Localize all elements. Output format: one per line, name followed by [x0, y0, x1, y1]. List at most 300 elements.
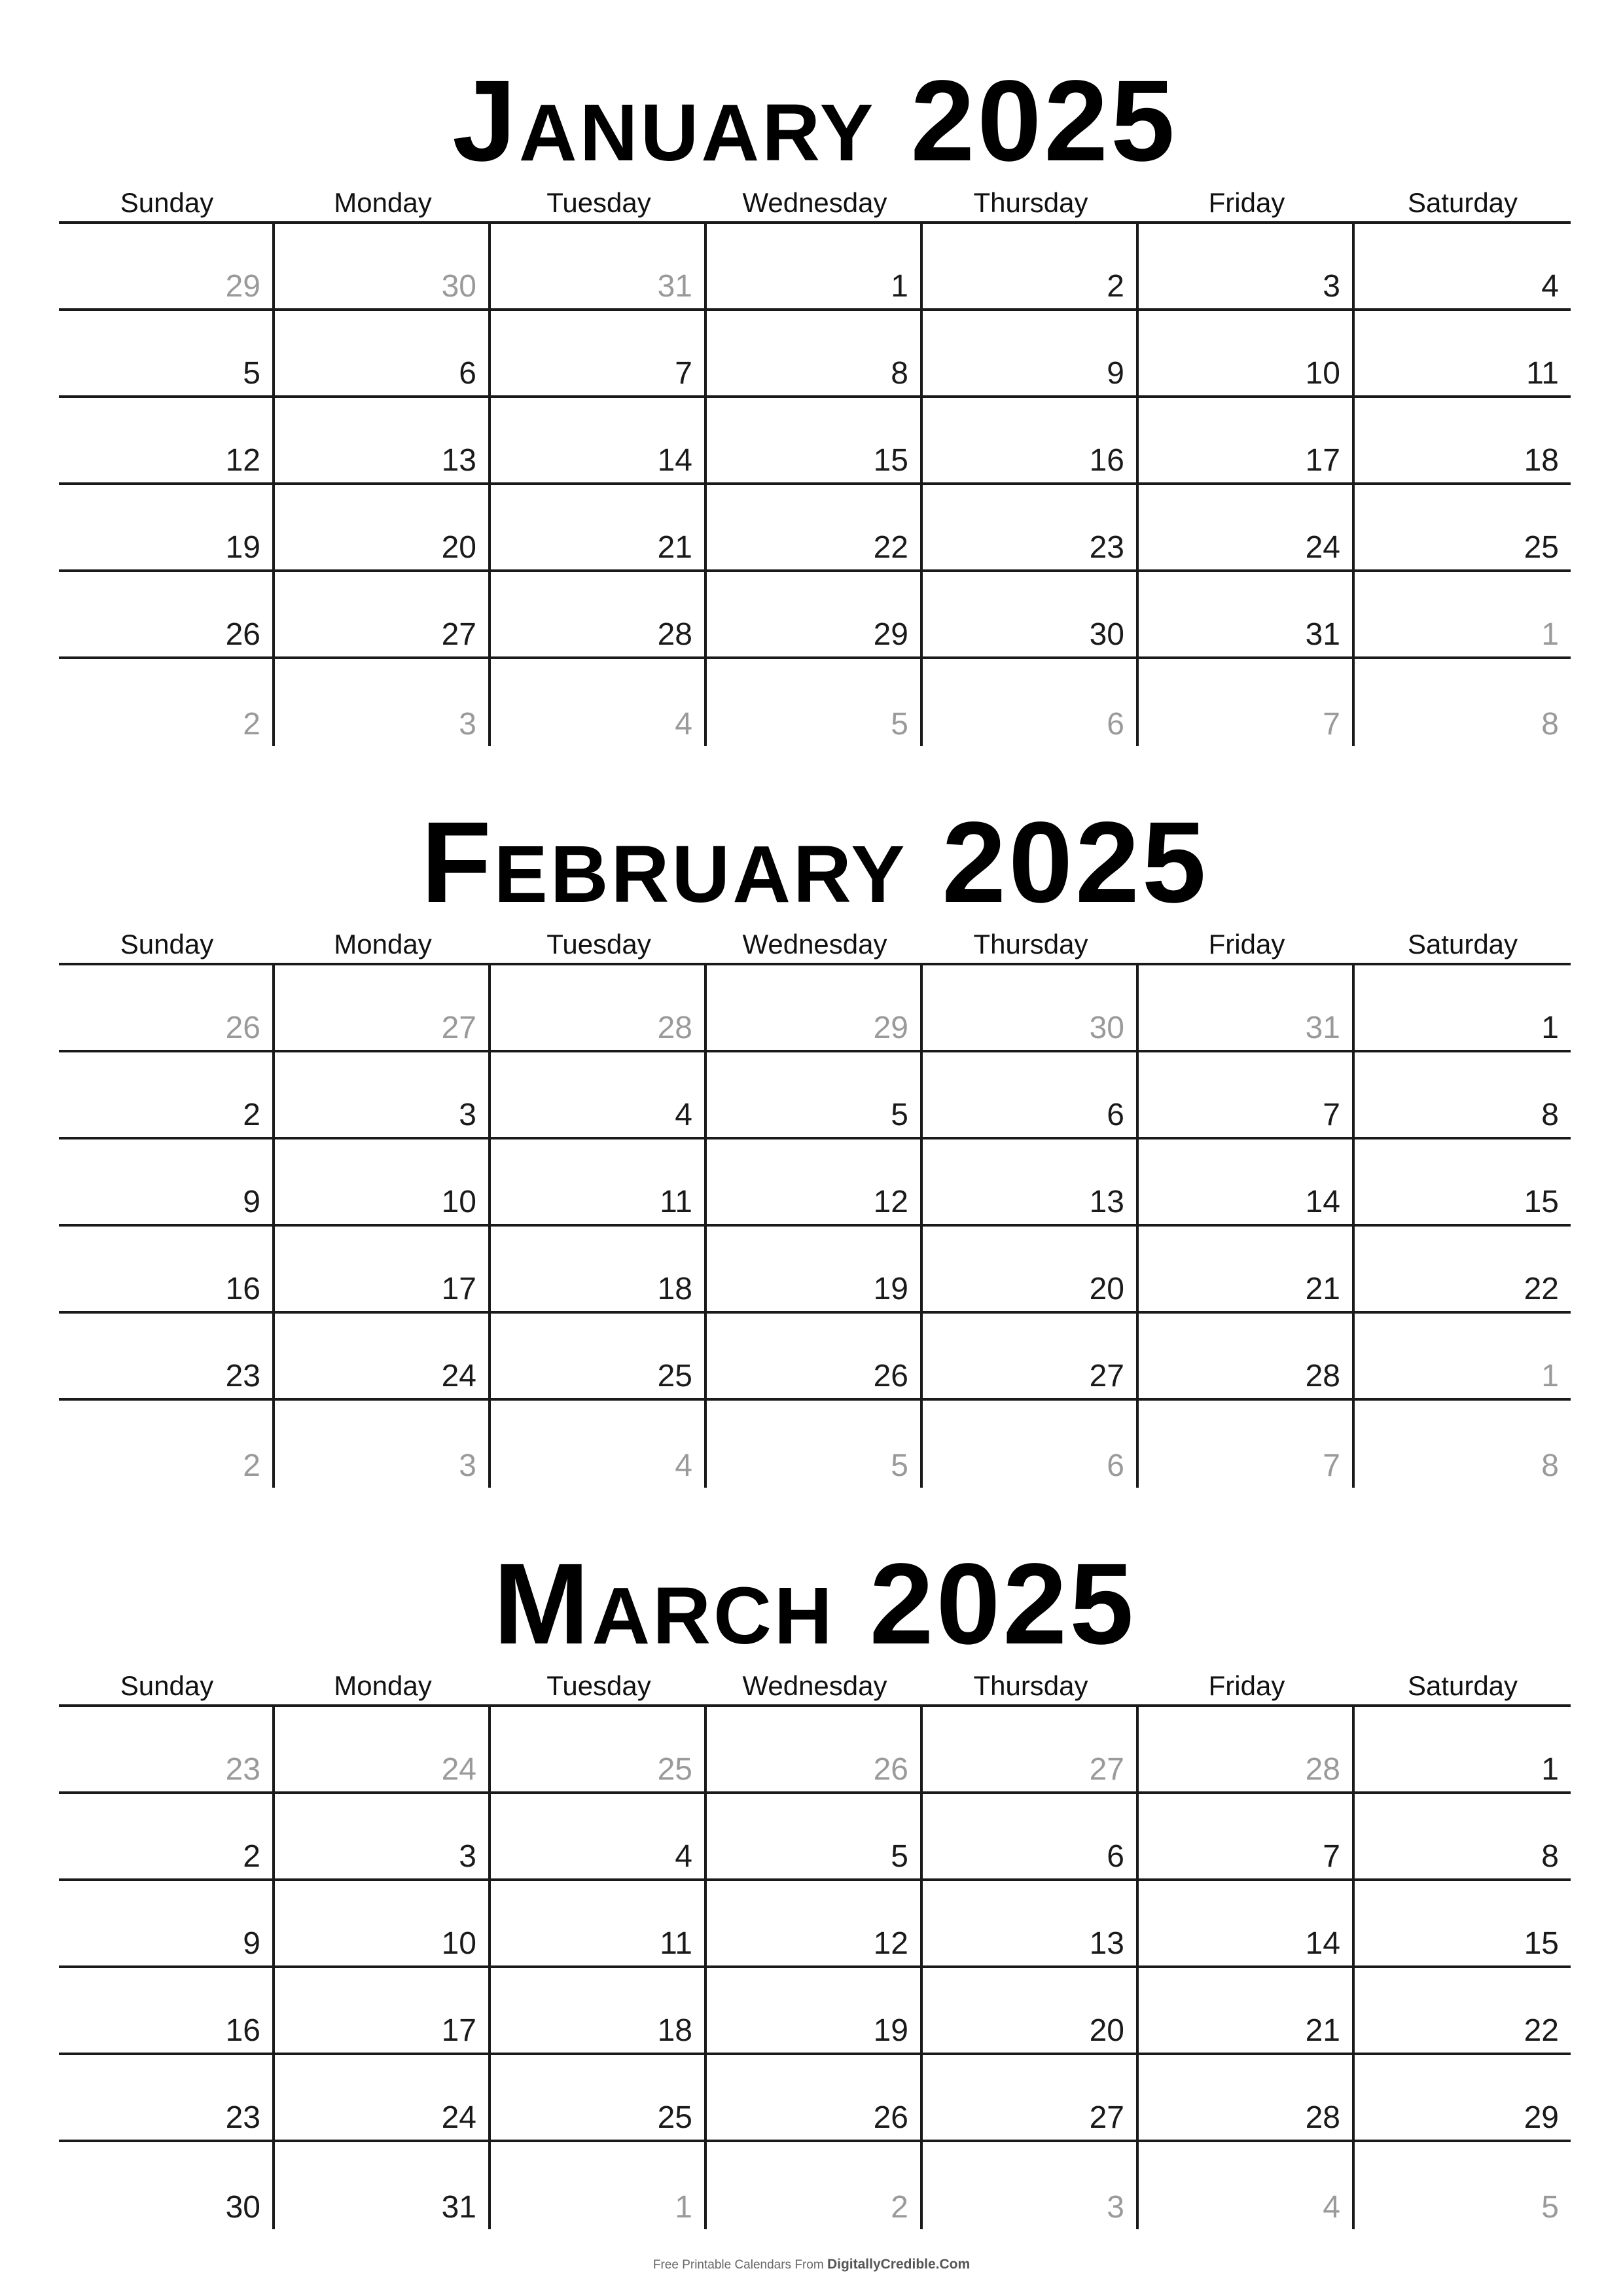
day-cell-adjacent-month	[491, 965, 707, 1050]
month-title: March 2025	[493, 1540, 1137, 1668]
day-cell-adjacent-month	[275, 659, 491, 746]
day-number: 27	[1089, 2100, 1124, 2135]
day-number: 29	[873, 617, 908, 652]
day-number: 17	[441, 1272, 476, 1306]
day-number: 20	[1089, 2013, 1124, 2048]
day-number: 3	[1323, 269, 1340, 304]
week-row	[59, 1227, 1571, 1314]
day-cell	[1139, 1314, 1355, 1398]
day-cell-adjacent-month	[491, 1707, 707, 1791]
day-cell	[923, 1139, 1139, 1224]
day-cell-adjacent-month	[275, 224, 491, 308]
day-number: 2	[243, 1448, 260, 1483]
day-cell	[1139, 311, 1355, 395]
month-february	[59, 798, 1571, 1488]
week-row	[59, 2055, 1571, 2142]
week-row	[59, 572, 1571, 659]
day-cell	[275, 1227, 491, 1311]
day-cell	[59, 1139, 275, 1224]
day-cell	[275, 1794, 491, 1878]
day-cell-adjacent-month	[1355, 659, 1571, 746]
weekday-header	[59, 924, 1571, 963]
day-number: 22	[1524, 2013, 1559, 2048]
day-cell-adjacent-month	[59, 965, 275, 1050]
day-number: 28	[1305, 1752, 1340, 1787]
day-cell	[1139, 1968, 1355, 2053]
day-cell	[923, 1314, 1139, 1398]
day-number: 31	[657, 269, 692, 304]
weekday-label: Thursday	[973, 187, 1088, 218]
day-number: 17	[1305, 443, 1340, 478]
day-cell	[1139, 572, 1355, 656]
day-cell-adjacent-month	[923, 965, 1139, 1050]
day-number: 19	[225, 530, 260, 565]
day-cell-adjacent-month	[707, 659, 923, 746]
day-cell	[923, 224, 1139, 308]
day-cell	[59, 1881, 275, 1965]
day-number: 30	[1089, 1011, 1124, 1045]
day-number: 8	[1541, 707, 1559, 742]
weekday-label: Monday	[334, 187, 432, 218]
day-number: 31	[1305, 617, 1340, 652]
day-number: 29	[873, 1011, 908, 1045]
day-cell	[59, 1227, 275, 1311]
day-number: 6	[459, 356, 476, 391]
day-number: 22	[873, 530, 908, 565]
day-number: 19	[873, 2013, 908, 2048]
day-cell	[1355, 1707, 1571, 1791]
day-cell	[707, 1968, 923, 2053]
day-number: 18	[657, 2013, 692, 2048]
day-number: 8	[1541, 1098, 1559, 1132]
day-number: 30	[441, 269, 476, 304]
week-row	[59, 1707, 1571, 1794]
week-row	[59, 659, 1571, 746]
day-number: 11	[660, 1185, 692, 1219]
day-cell	[275, 1139, 491, 1224]
day-number: 1	[675, 2190, 692, 2225]
week-row	[59, 1968, 1571, 2055]
day-cell	[491, 311, 707, 395]
day-number: 22	[1524, 1272, 1559, 1306]
day-number: 4	[675, 1098, 692, 1132]
weekday-label: Sunday	[120, 929, 214, 960]
day-cell	[275, 1052, 491, 1137]
day-number: 25	[1524, 530, 1559, 565]
weekday-header	[59, 182, 1571, 221]
day-number: 10	[441, 1185, 476, 1219]
day-cell	[923, 1881, 1139, 1965]
day-cell-adjacent-month	[1355, 1401, 1571, 1488]
day-cell	[59, 572, 275, 656]
day-number: 4	[675, 1448, 692, 1483]
day-number: 8	[891, 356, 908, 391]
day-number: 13	[1089, 1926, 1124, 1961]
day-cell	[923, 311, 1139, 395]
day-cell	[923, 1227, 1139, 1311]
day-number: 1	[1541, 1752, 1559, 1787]
day-cell	[59, 311, 275, 395]
day-cell	[707, 1227, 923, 1311]
day-number: 7	[1323, 1839, 1340, 1874]
day-cell	[491, 572, 707, 656]
day-cell	[923, 398, 1139, 482]
day-cell	[59, 485, 275, 569]
day-number: 26	[225, 1011, 260, 1045]
day-cell-adjacent-month	[491, 224, 707, 308]
day-cell	[1355, 2055, 1571, 2140]
day-cell-adjacent-month	[1139, 1401, 1355, 1488]
day-cell	[275, 1968, 491, 2053]
day-number: 16	[225, 2013, 260, 2048]
week-row	[59, 1139, 1571, 1227]
day-number: 1	[1541, 1011, 1559, 1045]
day-cell	[275, 311, 491, 395]
day-cell	[1139, 485, 1355, 569]
day-cell	[1355, 1227, 1571, 1311]
day-cell-adjacent-month	[923, 2142, 1139, 2229]
day-cell-adjacent-month	[59, 659, 275, 746]
day-cell	[923, 1968, 1139, 2053]
weekday-label: Tuesday	[546, 1670, 651, 1701]
day-cell	[1139, 1227, 1355, 1311]
day-number: 10	[441, 1926, 476, 1961]
day-number: 6	[1107, 1839, 1124, 1874]
weekday-label: Wednesday	[742, 187, 887, 218]
day-number: 17	[441, 2013, 476, 2048]
week-row	[59, 1401, 1571, 1488]
day-cell-adjacent-month	[491, 1401, 707, 1488]
day-number: 5	[891, 1448, 908, 1483]
day-number: 5	[891, 1839, 908, 1874]
day-cell	[1139, 398, 1355, 482]
weekday-label: Wednesday	[742, 1670, 887, 1701]
day-number: 23	[225, 1359, 260, 1393]
day-number: 6	[1107, 707, 1124, 742]
week-row	[59, 965, 1571, 1052]
day-number: 18	[1524, 443, 1559, 478]
day-number: 18	[657, 1272, 692, 1306]
day-cell	[1139, 2055, 1355, 2140]
day-cell	[1355, 1968, 1571, 2053]
week-row	[59, 1881, 1571, 1968]
day-number: 3	[459, 1839, 476, 1874]
day-cell-adjacent-month	[707, 1707, 923, 1791]
week-row	[59, 224, 1571, 311]
day-number: 1	[1541, 617, 1559, 652]
day-number: 21	[657, 530, 692, 565]
day-number: 14	[1305, 1185, 1340, 1219]
day-cell	[275, 398, 491, 482]
day-number: 24	[441, 1752, 476, 1787]
day-number: 10	[1305, 356, 1340, 391]
day-number: 31	[1305, 1011, 1340, 1045]
weekday-label: Thursday	[973, 929, 1088, 960]
day-cell	[923, 485, 1139, 569]
day-cell	[1139, 224, 1355, 308]
weekday-label: Tuesday	[546, 187, 651, 218]
day-cell	[59, 1314, 275, 1398]
day-cell	[923, 1052, 1139, 1137]
day-number: 9	[1107, 356, 1124, 391]
weekday-label: Monday	[334, 1670, 432, 1701]
day-number: 27	[441, 1011, 476, 1045]
day-cell	[491, 1139, 707, 1224]
day-number: 1	[1541, 1359, 1559, 1393]
day-number: 4	[675, 1839, 692, 1874]
day-number: 19	[873, 1272, 908, 1306]
day-cell	[707, 224, 923, 308]
day-number: 15	[873, 443, 908, 478]
day-cell-adjacent-month	[59, 1707, 275, 1791]
day-cell	[491, 1314, 707, 1398]
day-cell-adjacent-month	[923, 1707, 1139, 1791]
day-number: 14	[657, 443, 692, 478]
weekday-label: Thursday	[973, 1670, 1088, 1701]
week-row	[59, 398, 1571, 485]
day-cell	[59, 1052, 275, 1137]
day-number: 25	[657, 1359, 692, 1393]
day-number: 8	[1541, 1839, 1559, 1874]
weekday-label: Saturday	[1407, 187, 1518, 218]
day-number: 11	[660, 1926, 692, 1961]
day-cell	[707, 485, 923, 569]
weekday-label: Monday	[334, 929, 432, 960]
day-cell	[707, 1794, 923, 1878]
day-number: 16	[1089, 443, 1124, 478]
day-cell-adjacent-month	[1139, 1707, 1355, 1791]
day-number: 3	[459, 707, 476, 742]
day-number: 4	[675, 707, 692, 742]
day-cell	[707, 1314, 923, 1398]
day-number: 26	[873, 2100, 908, 2135]
day-number: 30	[1089, 617, 1124, 652]
day-cell	[491, 1794, 707, 1878]
day-number: 21	[1305, 1272, 1340, 1306]
day-number: 27	[1089, 1359, 1124, 1393]
day-cell	[923, 1794, 1139, 1878]
day-cell-adjacent-month	[923, 659, 1139, 746]
day-number: 7	[675, 356, 692, 391]
week-row	[59, 1794, 1571, 1881]
day-cell-adjacent-month	[59, 1401, 275, 1488]
day-cell	[1355, 311, 1571, 395]
day-number: 15	[1524, 1926, 1559, 1961]
weekday-label: Sunday	[120, 187, 214, 218]
day-number: 15	[1524, 1185, 1559, 1219]
day-cell-adjacent-month	[707, 2142, 923, 2229]
day-cell	[1355, 1794, 1571, 1878]
day-number: 12	[225, 443, 260, 478]
week-row	[59, 1314, 1571, 1401]
day-number: 11	[1526, 356, 1559, 391]
day-cell-adjacent-month	[1139, 2142, 1355, 2229]
day-number: 2	[1107, 269, 1124, 304]
day-cell	[491, 485, 707, 569]
day-number: 4	[1541, 269, 1559, 304]
day-number: 5	[243, 356, 260, 391]
day-number: 14	[1305, 1926, 1340, 1961]
day-cell	[707, 311, 923, 395]
day-number: 21	[1305, 2013, 1340, 2048]
footer-prefix: Free Printable Calendars From	[652, 2258, 827, 2272]
day-number: 2	[243, 1839, 260, 1874]
calendar-grid	[59, 221, 1571, 746]
day-cell	[491, 398, 707, 482]
day-number: 13	[441, 443, 476, 478]
day-cell	[1355, 398, 1571, 482]
day-cell	[275, 1314, 491, 1398]
weekday-label: Friday	[1208, 929, 1285, 960]
day-cell	[275, 485, 491, 569]
day-number: 5	[891, 707, 908, 742]
day-number: 13	[1089, 1185, 1124, 1219]
day-number: 9	[243, 1185, 260, 1219]
day-number: 24	[1305, 530, 1340, 565]
day-number: 20	[441, 530, 476, 565]
week-row	[59, 1052, 1571, 1139]
week-row	[59, 311, 1571, 398]
weekday-label: Sunday	[120, 1670, 214, 1701]
day-number: 1	[891, 269, 908, 304]
day-cell	[707, 1881, 923, 1965]
footer-brand: DigitallyCredible.Com	[827, 2257, 971, 2272]
weekday-label: Wednesday	[742, 929, 887, 960]
day-number: 24	[441, 1359, 476, 1393]
day-number: 2	[243, 1098, 260, 1132]
month-title: February 2025	[421, 798, 1209, 927]
day-cell	[1139, 1881, 1355, 1965]
day-number: 3	[459, 1098, 476, 1132]
day-cell	[707, 572, 923, 656]
day-number: 23	[1089, 530, 1124, 565]
day-number: 6	[1107, 1098, 1124, 1132]
day-cell-adjacent-month	[707, 965, 923, 1050]
day-number: 16	[225, 1272, 260, 1306]
day-cell	[1355, 224, 1571, 308]
day-number: 29	[1524, 2100, 1559, 2135]
weekday-label: Friday	[1208, 187, 1285, 218]
day-cell-adjacent-month	[1355, 1314, 1571, 1398]
day-cell-adjacent-month	[923, 1401, 1139, 1488]
day-cell-adjacent-month	[275, 965, 491, 1050]
day-number: 28	[657, 617, 692, 652]
month-january	[59, 57, 1571, 746]
day-cell	[275, 1881, 491, 1965]
week-row	[59, 2142, 1571, 2229]
day-cell-adjacent-month	[59, 224, 275, 308]
weekday-label: Tuesday	[546, 929, 651, 960]
day-cell	[1355, 965, 1571, 1050]
day-number: 23	[225, 1752, 260, 1787]
day-cell	[59, 2142, 275, 2229]
day-number: 7	[1323, 1098, 1340, 1132]
day-number: 12	[873, 1926, 908, 1961]
day-cell	[1139, 1794, 1355, 1878]
day-number: 23	[225, 2100, 260, 2135]
day-cell-adjacent-month	[275, 1707, 491, 1791]
day-number: 31	[441, 2190, 476, 2225]
day-cell	[1355, 1052, 1571, 1137]
day-number: 25	[657, 2100, 692, 2135]
week-row	[59, 485, 1571, 572]
day-cell	[707, 1139, 923, 1224]
day-number: 7	[1323, 707, 1340, 742]
day-cell	[1139, 1052, 1355, 1137]
weekday-header	[59, 1665, 1571, 1704]
day-number: 3	[1107, 2190, 1124, 2225]
day-number: 28	[1305, 1359, 1340, 1393]
day-number: 3	[459, 1448, 476, 1483]
day-number: 26	[873, 1359, 908, 1393]
weekday-label: Saturday	[1407, 1670, 1518, 1701]
day-cell	[59, 2055, 275, 2140]
day-number: 29	[225, 269, 260, 304]
calendar-grid	[59, 963, 1571, 1488]
day-cell-adjacent-month	[1355, 572, 1571, 656]
day-cell	[707, 398, 923, 482]
day-cell	[275, 572, 491, 656]
day-number: 28	[1305, 2100, 1340, 2135]
day-cell	[1355, 485, 1571, 569]
day-number: 20	[1089, 1272, 1124, 1306]
day-cell	[275, 2055, 491, 2140]
day-cell-adjacent-month	[1139, 659, 1355, 746]
day-cell	[491, 1227, 707, 1311]
day-cell	[491, 1968, 707, 2053]
day-cell	[1355, 1881, 1571, 1965]
day-number: 2	[243, 707, 260, 742]
day-number: 2	[891, 2190, 908, 2225]
day-cell	[59, 398, 275, 482]
day-cell	[923, 2055, 1139, 2140]
day-cell-adjacent-month	[275, 1401, 491, 1488]
day-cell	[275, 2142, 491, 2229]
day-number: 5	[891, 1098, 908, 1132]
day-cell	[1139, 1139, 1355, 1224]
day-number: 26	[873, 1752, 908, 1787]
day-cell	[491, 1052, 707, 1137]
day-cell	[59, 1968, 275, 2053]
calendar-grid	[59, 1704, 1571, 2229]
day-cell-adjacent-month	[1355, 2142, 1571, 2229]
day-cell-adjacent-month	[491, 659, 707, 746]
footer-credit	[0, 2257, 1623, 2272]
day-number: 4	[1323, 2190, 1340, 2225]
weekday-label: Friday	[1208, 1670, 1285, 1701]
day-number: 24	[441, 2100, 476, 2135]
day-cell-adjacent-month	[707, 1401, 923, 1488]
day-cell	[707, 2055, 923, 2140]
day-cell	[491, 2055, 707, 2140]
weekday-label: Saturday	[1407, 929, 1518, 960]
day-cell	[707, 1052, 923, 1137]
day-number: 30	[225, 2190, 260, 2225]
day-cell	[59, 1794, 275, 1878]
day-number: 5	[1541, 2190, 1559, 2225]
day-number: 26	[225, 617, 260, 652]
day-number: 9	[243, 1926, 260, 1961]
day-number: 28	[657, 1011, 692, 1045]
day-number: 12	[873, 1185, 908, 1219]
day-number: 6	[1107, 1448, 1124, 1483]
day-number: 8	[1541, 1448, 1559, 1483]
day-cell	[923, 572, 1139, 656]
day-cell-adjacent-month	[1139, 965, 1355, 1050]
day-cell	[1355, 1139, 1571, 1224]
day-number: 27	[1089, 1752, 1124, 1787]
month-march	[59, 1540, 1571, 2229]
